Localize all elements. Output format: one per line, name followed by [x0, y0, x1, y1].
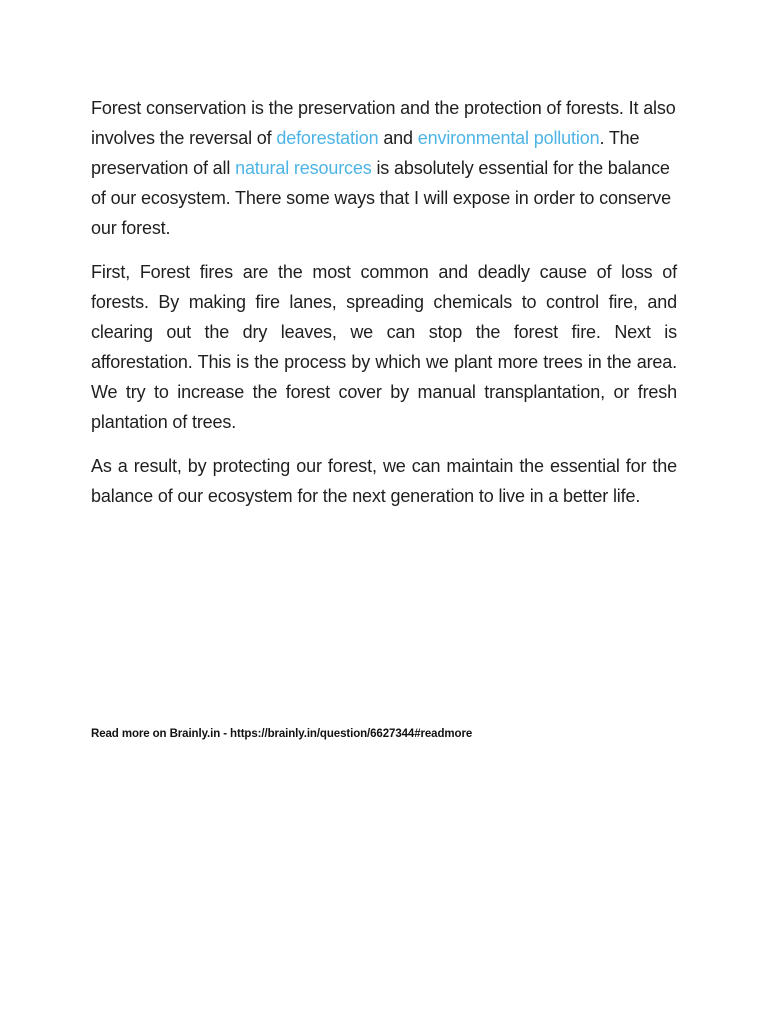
- paragraph-3: As a result, by protecting our forest, we can maintain the essential for the balance of our ecosystem for the next generation to live in a better life.: [91, 456, 677, 506]
- link-natural-resources[interactable]: natural resources: [235, 158, 372, 178]
- read-more-footer: Read more on Brainly.in - https://brainly.in/question/6627344#readmore: [91, 728, 473, 740]
- link-deforestation[interactable]: deforestation: [276, 128, 379, 148]
- document-body: [91, 93, 677, 525]
- paragraph-1-text-b: and: [378, 128, 418, 148]
- paragraph-1: [91, 93, 677, 243]
- paragraph-1-text-c: . The preservation of all: [91, 128, 640, 178]
- paragraph-1-text-a: Forest conservation is the preservation and the protection of forests. It also involves the reversal of: [91, 98, 676, 148]
- link-environmental-pollution[interactable]: environmental pollution: [417, 128, 600, 148]
- paragraph-2: First, Forest fires are the most common and deadly cause of loss of forests. By making fire lanes, spreading chemicals to control fire, and clearing out the dry leaves, we can stop the forest fire. Next is afforestation. This is the process by which we plant more trees in the area. We try to increase the forest cover by manual transplantation, or fresh plantation of trees.: [91, 262, 677, 432]
- paragraph-1-text-d: is absolutely essential for the balance of our ecosystem. There some ways that I will expose in order to conserve our forest.: [91, 158, 671, 238]
